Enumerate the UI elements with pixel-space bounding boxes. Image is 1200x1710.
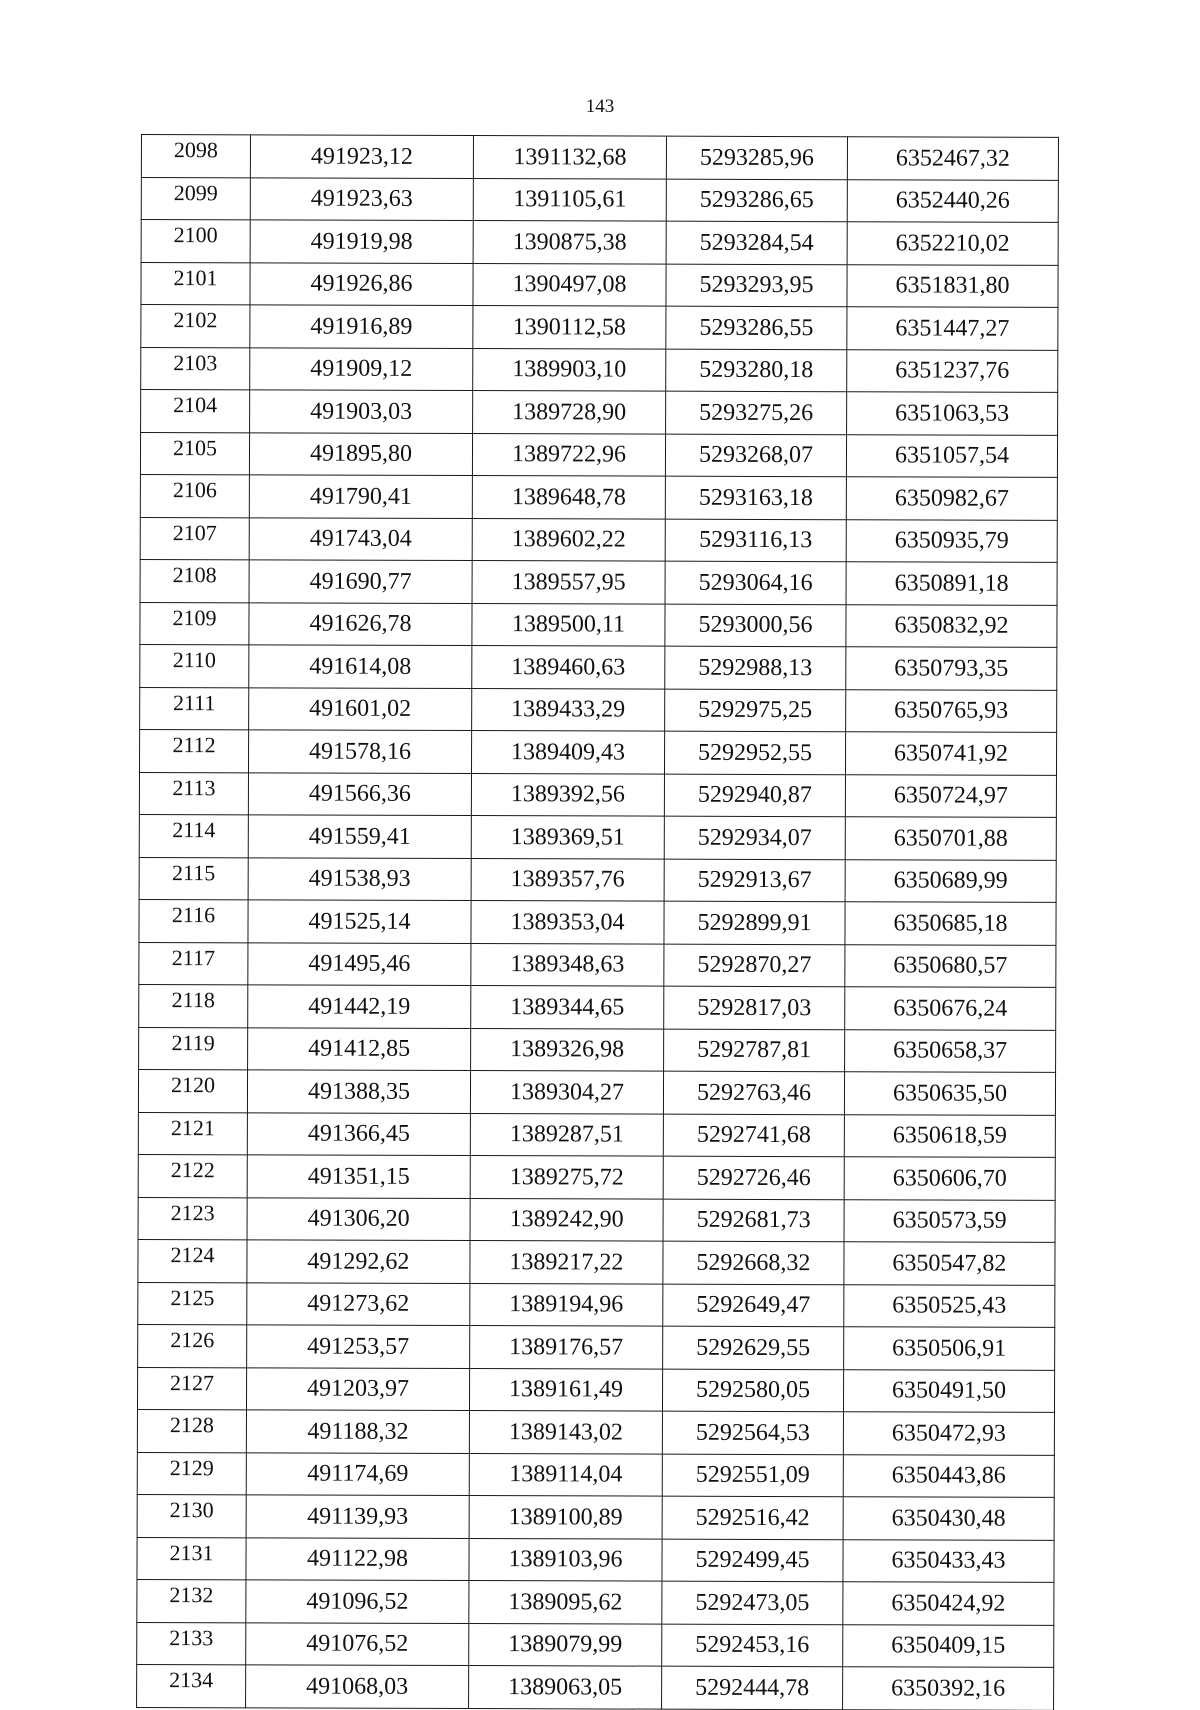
table-row: [139, 942, 1056, 987]
value-cell-col2: 491122,98: [246, 1537, 469, 1580]
value-cell-col5: 6352210,02: [847, 222, 1058, 265]
point-number-cell: 2116: [139, 899, 248, 942]
value-cell-col4: 5292940,87: [664, 774, 845, 817]
value-cell-col5: 6350491,50: [843, 1369, 1054, 1412]
value-cell-col4: 5292473,05: [662, 1581, 843, 1624]
value-cell-col4: 5292551,09: [662, 1454, 843, 1497]
value-cell-col4: 5293284,54: [666, 221, 847, 264]
value-cell-col5: 6350433,43: [843, 1539, 1054, 1582]
point-number-cell: 2122: [138, 1154, 247, 1197]
value-cell-col2: 491139,93: [246, 1495, 469, 1538]
table-row: [140, 432, 1057, 477]
point-number-cell: 2127: [137, 1367, 246, 1410]
value-cell-col5: 6350741,92: [845, 732, 1056, 775]
value-cell-col2: 491578,16: [248, 730, 471, 773]
value-cell-col4: 5292952,55: [664, 731, 845, 774]
value-cell-col3: 1389217,22: [470, 1241, 663, 1284]
table-row: [137, 1367, 1054, 1412]
value-cell-col3: 1389161,49: [469, 1368, 662, 1411]
value-cell-col5: 6351057,54: [846, 434, 1057, 477]
table-row: [137, 1452, 1054, 1497]
value-cell-col3: 1389344,65: [471, 986, 664, 1029]
point-number-cell: 2112: [139, 729, 248, 772]
value-cell-col5: 6350635,50: [844, 1072, 1055, 1115]
point-number-cell: 2124: [138, 1239, 247, 1282]
value-cell-col3: 1389095,62: [469, 1581, 662, 1624]
value-cell-col3: 1389357,76: [471, 858, 664, 901]
point-number-cell: 2108: [140, 559, 249, 602]
value-cell-col3: 1391105,61: [473, 178, 666, 221]
value-cell-col3: 1389369,51: [471, 816, 664, 859]
value-cell-col4: 5292934,07: [664, 816, 845, 859]
table-row: [137, 1579, 1054, 1624]
value-cell-col3: 1389242,90: [470, 1198, 663, 1241]
table-row: [139, 772, 1056, 817]
table-row: [137, 1664, 1054, 1709]
table-row: [140, 602, 1057, 647]
value-cell-col3: 1389602,22: [472, 518, 665, 561]
value-cell-col2: 491525,14: [248, 900, 471, 943]
point-number-cell: 2130: [137, 1494, 246, 1537]
value-cell-col5: 6350443,86: [843, 1454, 1054, 1497]
value-cell-col4: 5293275,26: [666, 391, 847, 434]
value-cell-col5: 6350424,92: [843, 1582, 1054, 1625]
value-cell-col2: 491626,78: [249, 602, 472, 645]
point-number-cell: 2126: [138, 1324, 247, 1367]
value-cell-col5: 6350658,37: [845, 1029, 1056, 1072]
value-cell-col5: 6352467,32: [847, 137, 1058, 180]
table-row: [139, 899, 1056, 944]
point-number-cell: 2107: [140, 517, 249, 560]
table-row: [140, 559, 1057, 604]
value-cell-col5: 6350793,35: [846, 647, 1057, 690]
table-row: [137, 1537, 1054, 1582]
table-row: [141, 262, 1058, 307]
point-number-cell: 2114: [139, 814, 248, 857]
value-cell-col5: 6350701,88: [845, 817, 1056, 860]
value-cell-col4: 5293285,96: [666, 136, 847, 179]
value-cell-col2: 491923,63: [250, 177, 473, 220]
value-cell-col2: 491442,19: [248, 985, 471, 1028]
value-cell-col5: 6350618,59: [844, 1114, 1055, 1157]
table-row: [138, 1112, 1055, 1157]
point-number-cell: 2123: [138, 1197, 247, 1240]
value-cell-col5: 6350676,24: [845, 987, 1056, 1030]
value-cell-col3: 1389500,11: [472, 603, 665, 646]
point-number-cell: 2110: [140, 644, 249, 687]
value-cell-col5: 6350506,91: [844, 1327, 1055, 1370]
value-cell-col4: 5292975,25: [665, 689, 846, 732]
value-cell-col2: 491601,02: [249, 687, 472, 730]
value-cell-col2: 491188,32: [246, 1410, 469, 1453]
value-cell-col2: 491690,77: [249, 560, 472, 603]
value-cell-col4: 5292649,47: [663, 1284, 844, 1327]
value-cell-col5: 6350680,57: [845, 944, 1056, 987]
value-cell-col4: 5292681,73: [663, 1199, 844, 1242]
value-cell-col2: 491495,46: [248, 942, 471, 985]
value-cell-col4: 5293280,18: [666, 349, 847, 392]
value-cell-col4: 5292899,91: [664, 901, 845, 944]
value-cell-col2: 491790,41: [249, 475, 472, 518]
value-cell-col5: 6350685,18: [845, 902, 1056, 945]
value-cell-col4: 5292668,32: [663, 1241, 844, 1284]
coordinates-table-body: [137, 135, 1059, 1710]
value-cell-col4: 5292516,42: [662, 1496, 843, 1539]
coordinates-table: [136, 134, 1059, 1710]
value-cell-col5: 6350409,15: [843, 1624, 1054, 1667]
point-number-cell: 2098: [141, 135, 250, 178]
table-row: [139, 814, 1056, 859]
value-cell-col4: 5292817,03: [664, 986, 845, 1029]
value-cell-col4: 5292870,27: [664, 944, 845, 987]
value-cell-col2: 491923,12: [250, 135, 473, 178]
value-cell-col3: 1389409,43: [471, 731, 664, 774]
point-number-cell: 2099: [141, 177, 250, 220]
value-cell-col2: 491366,45: [247, 1112, 470, 1155]
value-cell-col5: 6350472,93: [843, 1412, 1054, 1455]
value-cell-col2: 491412,85: [248, 1027, 471, 1070]
value-cell-col2: 491566,36: [248, 772, 471, 815]
value-cell-col3: 1389143,02: [469, 1411, 662, 1454]
value-cell-col3: 1390497,08: [473, 263, 666, 306]
value-cell-col3: 1389392,56: [471, 773, 664, 816]
point-number-cell: 2119: [139, 1027, 248, 1070]
value-cell-col3: 1389648,78: [472, 476, 665, 519]
table-row: [138, 1282, 1055, 1327]
value-cell-col4: 5293116,13: [665, 519, 846, 562]
value-cell-col3: 1389114,04: [469, 1453, 662, 1496]
value-cell-col3: 1389460,63: [472, 646, 665, 689]
value-cell-col2: 491292,62: [247, 1240, 470, 1283]
value-cell-col2: 491096,52: [246, 1580, 469, 1623]
value-cell-col2: 491174,69: [246, 1452, 469, 1495]
value-cell-col4: 5292988,13: [665, 646, 846, 689]
value-cell-col5: 6350982,67: [846, 477, 1057, 520]
value-cell-col3: 1389353,04: [471, 901, 664, 944]
value-cell-col2: 491919,98: [250, 220, 473, 263]
value-cell-col2: 491351,15: [247, 1155, 470, 1198]
table-row: [138, 1324, 1055, 1369]
value-cell-col2: 491909,12: [250, 347, 473, 390]
value-cell-col2: 491253,57: [247, 1325, 470, 1368]
value-cell-col3: 1389326,98: [471, 1028, 664, 1071]
value-cell-col4: 5293000,56: [665, 604, 846, 647]
value-cell-col2: 491538,93: [248, 857, 471, 900]
value-cell-col4: 5293268,07: [665, 434, 846, 477]
table-row: [139, 857, 1056, 902]
point-number-cell: 2106: [140, 474, 249, 517]
value-cell-col4: 5292444,78: [662, 1666, 843, 1709]
value-cell-col5: 6350525,43: [844, 1284, 1055, 1327]
table-row: [141, 390, 1058, 435]
point-number-cell: 2103: [141, 347, 250, 390]
page-number: 143: [585, 96, 615, 117]
point-number-cell: 2113: [139, 772, 248, 815]
value-cell-col4: 5292580,05: [662, 1369, 843, 1412]
point-number-cell: 2104: [141, 390, 250, 433]
value-cell-col2: 491903,03: [250, 390, 473, 433]
point-number-cell: 2118: [139, 984, 248, 1027]
value-cell-col4: 5292499,45: [662, 1539, 843, 1582]
value-cell-col4: 5292629,55: [663, 1326, 844, 1369]
point-number-cell: 2100: [141, 220, 250, 263]
point-number-cell: 2125: [138, 1282, 247, 1325]
value-cell-col4: 5292787,81: [664, 1029, 845, 1072]
table-row: [138, 1069, 1055, 1114]
value-cell-col2: 491203,97: [246, 1367, 469, 1410]
value-cell-col2: 491614,08: [249, 645, 472, 688]
value-cell-col2: 491306,20: [247, 1197, 470, 1240]
table-row: [141, 305, 1058, 350]
point-number-cell: 2102: [141, 305, 250, 348]
value-cell-col5: 6350935,79: [846, 519, 1057, 562]
table-row: [138, 1239, 1055, 1284]
value-cell-col2: 491076,52: [246, 1622, 469, 1665]
value-cell-col5: 6350891,18: [846, 562, 1057, 605]
point-number-cell: 2109: [140, 602, 249, 645]
table-row: [137, 1409, 1054, 1454]
value-cell-col5: 6350430,48: [843, 1497, 1054, 1540]
value-cell-col5: 6351831,80: [847, 264, 1058, 307]
table-row: [139, 1027, 1056, 1072]
value-cell-col5: 6350832,92: [846, 604, 1057, 647]
point-number-cell: 2115: [139, 857, 248, 900]
value-cell-col2: 491273,62: [247, 1282, 470, 1325]
table-row: [140, 517, 1057, 562]
point-number-cell: 2105: [140, 432, 249, 475]
value-cell-col3: 1389176,57: [470, 1326, 663, 1369]
point-number-cell: 2133: [137, 1622, 246, 1665]
value-cell-col2: 491068,03: [246, 1665, 469, 1708]
value-cell-col2: 491916,89: [250, 305, 473, 348]
point-number-cell: 2101: [141, 262, 250, 305]
value-cell-col2: 491895,80: [249, 432, 472, 475]
value-cell-col5: 6350547,82: [844, 1242, 1055, 1285]
value-cell-col3: 1389063,05: [469, 1666, 662, 1709]
value-cell-col3: 1389194,96: [470, 1283, 663, 1326]
value-cell-col5: 6351063,53: [847, 392, 1058, 435]
value-cell-col5: 6350392,16: [843, 1667, 1054, 1710]
value-cell-col3: 1389722,96: [472, 433, 665, 476]
value-cell-col3: 1389433,29: [472, 688, 665, 731]
table-row: [138, 1197, 1055, 1242]
point-number-cell: 2129: [137, 1452, 246, 1495]
value-cell-col3: 1389275,72: [470, 1156, 663, 1199]
value-cell-col3: 1390112,58: [473, 306, 666, 349]
value-cell-col4: 5293163,18: [665, 476, 846, 519]
value-cell-col3: 1389103,96: [469, 1538, 662, 1581]
point-number-cell: 2117: [139, 942, 248, 985]
value-cell-col5: 6350724,97: [845, 774, 1056, 817]
value-cell-col4: 5293286,65: [666, 179, 847, 222]
value-cell-col5: 6351237,76: [847, 349, 1058, 392]
table-row: [138, 1154, 1055, 1199]
table-row: [141, 347, 1058, 392]
value-cell-col4: 5292741,68: [663, 1114, 844, 1157]
value-cell-col5: 6350689,99: [845, 859, 1056, 902]
table-row: [141, 220, 1058, 265]
value-cell-col5: 6352440,26: [847, 179, 1058, 222]
value-cell-col3: 1389348,63: [471, 943, 664, 986]
point-number-cell: 2121: [138, 1112, 247, 1155]
value-cell-col3: 1389903,10: [473, 348, 666, 391]
value-cell-col3: 1389100,89: [469, 1496, 662, 1539]
value-cell-col3: 1389079,99: [469, 1623, 662, 1666]
value-cell-col4: 5293064,16: [665, 561, 846, 604]
value-cell-col2: 491743,04: [249, 517, 472, 560]
table-row: [140, 687, 1057, 732]
table-row: [140, 474, 1057, 519]
value-cell-col3: 1390875,38: [473, 221, 666, 264]
table-row: [141, 177, 1058, 222]
table-row: [141, 135, 1058, 180]
table-row: [139, 729, 1056, 774]
value-cell-col4: 5293286,55: [666, 306, 847, 349]
value-cell-col4: 5293293,95: [666, 264, 847, 307]
table-row: [140, 644, 1057, 689]
value-cell-col2: 491926,86: [250, 262, 473, 305]
value-cell-col4: 5292453,16: [662, 1624, 843, 1667]
point-number-cell: 2134: [137, 1664, 246, 1707]
table-row: [139, 984, 1056, 1029]
point-number-cell: 2131: [137, 1537, 246, 1580]
value-cell-col5: 6350765,93: [846, 689, 1057, 732]
point-number-cell: 2120: [138, 1069, 247, 1112]
table-row: [137, 1622, 1054, 1667]
value-cell-col2: 491559,41: [248, 815, 471, 858]
table-row: [137, 1494, 1054, 1539]
value-cell-col4: 5292726,46: [663, 1156, 844, 1199]
value-cell-col5: 6351447,27: [847, 307, 1058, 350]
value-cell-col5: 6350606,70: [844, 1157, 1055, 1200]
value-cell-col4: 5292763,46: [663, 1071, 844, 1114]
value-cell-col5: 6350573,59: [844, 1199, 1055, 1242]
value-cell-col2: 491388,35: [247, 1070, 470, 1113]
point-number-cell: 2132: [137, 1579, 246, 1622]
value-cell-col3: 1389557,95: [472, 561, 665, 604]
point-number-cell: 2111: [140, 687, 249, 730]
value-cell-col4: 5292913,67: [664, 859, 845, 902]
value-cell-col3: 1389287,51: [470, 1113, 663, 1156]
value-cell-col4: 5292564,53: [662, 1411, 843, 1454]
point-number-cell: 2128: [137, 1409, 246, 1452]
value-cell-col3: 1389728,90: [473, 391, 666, 434]
value-cell-col3: 1391132,68: [473, 136, 666, 179]
value-cell-col3: 1389304,27: [470, 1071, 663, 1114]
